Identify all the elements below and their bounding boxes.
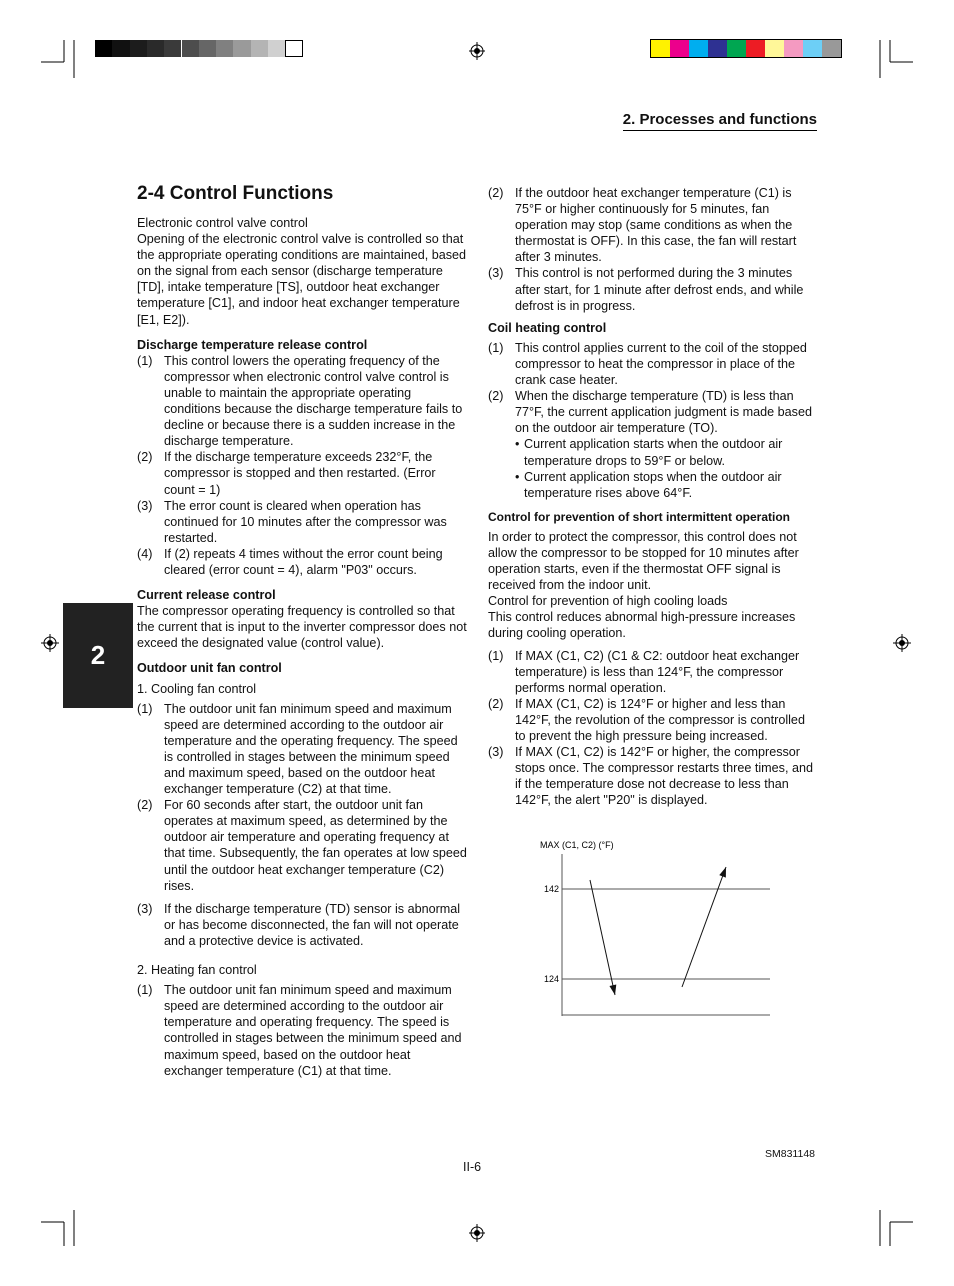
short-operation-text: In order to protect the compressor, this control does not allow the compressor to be stopped for 10 minutes after operation starts, even if the thermostat OFF signal is received from the indoor unit.	[488, 529, 799, 593]
heating-fan-label: 2. Heating fan control	[137, 963, 257, 978]
list-item	[137, 797, 467, 894]
high-load-text: This control reduces abnormal high-pressure increases during cooling operation.	[488, 610, 796, 641]
list-item	[137, 498, 467, 546]
intro-label: Electronic control valve control	[137, 216, 308, 230]
chapter-number: 2	[90, 640, 106, 670]
item-text: This control lowers the operating frequency of the compressor when electronic control valve control is unable to maintain the appropriate operating conditions because the discharge temperature fails to decline or because there is a sudden increase in the discharge temperature.	[164, 353, 463, 449]
list-item	[137, 449, 467, 497]
registration-mark-top	[469, 42, 485, 60]
arrow-up-head	[719, 867, 726, 878]
item-number: (1)	[488, 340, 504, 355]
fan-heading: Outdoor unit fan control	[137, 661, 282, 676]
bullet-text: Current application starts when the outdoor air temperature drops to 59°F or below.	[524, 437, 783, 468]
registration-mark-bottom	[469, 1224, 485, 1242]
list-item	[488, 388, 818, 436]
list-item	[488, 340, 818, 388]
item-text: When the discharge temperature (TD) is less than 77°F, the current application judgment is made based on the outdoor air temperature (TO).	[515, 389, 812, 436]
item-text: For 60 seconds after start, the outdoor unit fan operates at maximum speed, as determined by the outdoor air temperature and operating frequency at that time. Subsequently, the fan operates at low speed until the outdoor heat exchanger temperature (C2) rises.	[164, 798, 467, 893]
heating-fan-list	[137, 982, 467, 1079]
item-text: If MAX (C1, C2) (C1 & C2: outdoor heat exchanger temperature) is less than 124°F, the compressor performs normal operation.	[515, 648, 800, 695]
item-number: (4)	[137, 546, 153, 561]
list-item	[488, 696, 818, 744]
document-code: SM831148	[765, 1148, 816, 1160]
item-number: (1)	[137, 701, 153, 716]
item-text: If the discharge temperature exceeds 232°F, the compressor is stopped and then restarted. (Error count = 1)	[164, 450, 436, 497]
item-number: (3)	[137, 901, 153, 916]
item-number: (2)	[488, 186, 504, 200]
item-number: (2)	[488, 389, 504, 404]
chart-y-label: MAX (C1, C2) (°F)	[540, 840, 614, 850]
list-item	[137, 546, 467, 578]
short-operation-heading: Control for prevention of short intermittent operation	[488, 509, 790, 524]
chapter-tab	[63, 603, 133, 708]
current-heading: Current release control	[137, 588, 276, 603]
bullet-item	[488, 469, 818, 501]
item-number: (2)	[488, 696, 504, 711]
right-column	[488, 185, 818, 808]
list-item	[137, 701, 467, 798]
intro-text: Opening of the electronic control valve is controlled so that the appropriate operating conditions are maintained, based on the signal from each sensor (discharge temperature [TD], intake temperature [TS], outdoor heat exchanger temperature [C1], and indoor heat exchanger temperature [E1, E2]).	[137, 232, 467, 327]
item-number: (3)	[488, 266, 504, 281]
item-number: (3)	[137, 498, 153, 513]
list-item	[488, 744, 818, 808]
y-tick-label: 142	[543, 884, 559, 894]
fan-control-continued-list	[488, 185, 818, 314]
item-number: (1)	[488, 648, 504, 663]
bullet-dot: •	[515, 469, 520, 484]
list-item	[137, 353, 467, 450]
item-number: (3)	[488, 745, 504, 760]
cooling-fan-label: 1. Cooling fan control	[137, 681, 257, 696]
page-title: 2-4 Control Functions	[137, 183, 334, 204]
list-item	[137, 901, 467, 949]
item-text: If MAX (C1, C2) is 142°F or higher, the compressor stops once. The compressor restarts three times, and if the temperature dose not decrease to less than 142°F, the alert "P20" is displayed.	[515, 745, 813, 808]
registration-mark-right	[893, 634, 911, 652]
discharge-list	[137, 353, 467, 578]
item-text: This control applies current to the coil of the stopped compressor to heat the compressor in place of the crank case heater.	[515, 340, 807, 388]
item-text: The outdoor unit fan minimum speed and maximum speed are determined according to the outdoor air temperature and the operating frequency. The speed is controlled in stages between the minimum speed and maximum speed, based on the outdoor heat exchanger temperature (C2) at that time.	[164, 701, 458, 797]
list-item	[137, 982, 467, 1079]
list-item	[488, 185, 818, 265]
arrow-down-line	[590, 880, 615, 995]
temperature-chart	[535, 836, 775, 1026]
left-column	[137, 215, 467, 1079]
item-number: (1)	[137, 353, 153, 368]
discharge-heading: Discharge temperature release control	[137, 337, 368, 352]
arrow-up-line	[682, 867, 726, 987]
list-item	[488, 648, 818, 696]
item-text: The error count is cleared when operation has continued for 10 minutes after the compressor was restarted.	[164, 498, 447, 545]
item-text: If the discharge temperature (TD) sensor is abnormal or has become disconnected, the fan will not operate and a protective device is activated.	[164, 901, 461, 948]
y-tick-label: 124	[543, 974, 559, 984]
arrow-down-head	[609, 984, 616, 995]
item-number: (2)	[137, 450, 153, 465]
bullet-dot: •	[515, 437, 520, 452]
item-text: If MAX (C1, C2) is 124°F or higher and less than 142°F, the revolution of the compressor is controlled to prevent the high pressure being increased.	[515, 696, 805, 743]
coil-bullets	[488, 436, 818, 500]
section-header: 2. Processes and functions	[623, 111, 817, 131]
coil-heading: Coil heating control	[488, 320, 607, 335]
cooling-fan-list	[137, 701, 467, 949]
page-number: II-6	[463, 1160, 482, 1174]
item-text: If the outdoor heat exchanger temperature (C1) is 75°F or higher continuously for 5 minutes, fan operation may stop (same conditions as when the thermostat is OFF). In this case, the fan will restart after 3 minutes.	[515, 186, 797, 265]
bullet-text: Current application stops when the outdoor air temperature rises above 64°F.	[524, 469, 782, 500]
registration-mark-left	[41, 634, 59, 652]
list-item	[488, 265, 818, 313]
item-number: (2)	[137, 798, 153, 813]
high-load-list	[488, 648, 818, 809]
coil-list	[488, 340, 818, 437]
item-number: (1)	[137, 983, 153, 998]
bullet-item	[488, 436, 818, 468]
high-load-label: Control for prevention of high cooling loads	[488, 594, 728, 609]
item-text: If (2) repeats 4 times without the error count being cleared (error count = 4), alarm "P03" occurs.	[164, 546, 443, 577]
current-text: The compressor operating frequency is controlled so that the current that is input to the inverter compressor does not exceed the designated value (control value).	[137, 604, 467, 651]
item-text: The outdoor unit fan minimum speed and maximum speed are determined according to the outdoor air temperature and operating frequency. The speed is controlled in stages between the minimum speed and maximum speed, based on the outdoor heat exchanger temperature (C1) at that time.	[164, 983, 462, 1078]
item-text: This control is not performed during the 3 minutes after start, for 1 minute after defrost ends, and while defrost is in progress.	[515, 266, 804, 313]
